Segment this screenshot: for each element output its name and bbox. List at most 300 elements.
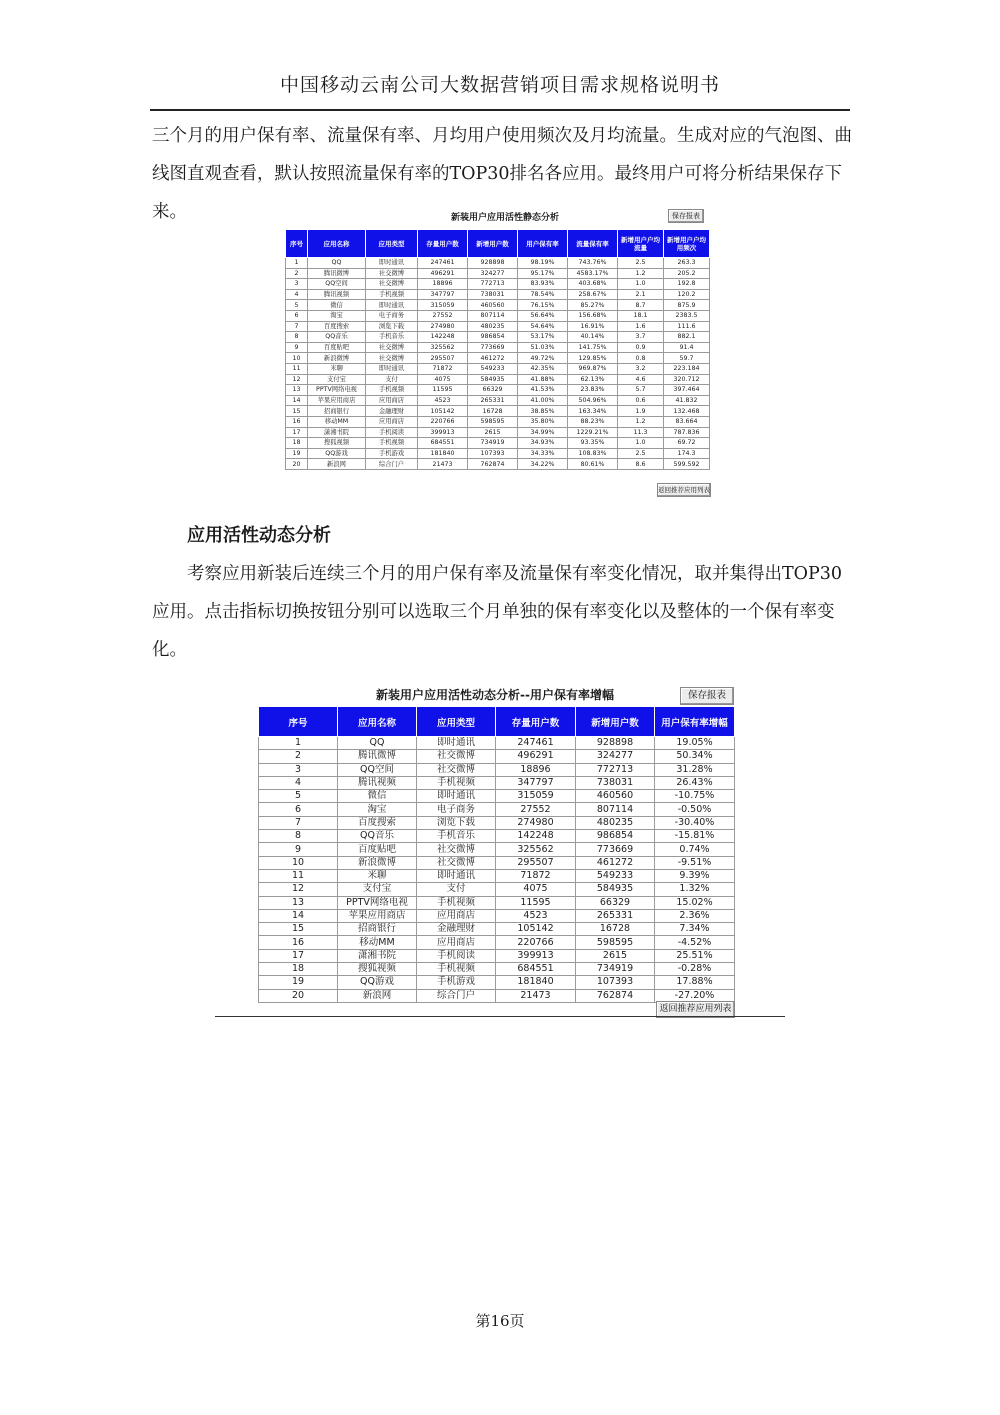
table-cell: 1	[259, 737, 338, 750]
table-cell: 66329	[576, 896, 655, 909]
back-to-recommend-list-button[interactable]: 返回推荐应用列表	[656, 1001, 735, 1018]
table-cell: 19	[259, 976, 338, 989]
table-cell: 142248	[496, 830, 576, 843]
back-to-recommend-list-button[interactable]: 返回推荐应用列表	[657, 483, 711, 497]
table-cell: 社交微博	[417, 750, 496, 763]
table-cell: 325562	[418, 342, 468, 353]
table-cell: 即时通讯	[366, 258, 418, 269]
table-cell: 11595	[418, 385, 468, 396]
table-cell: 新浪网	[308, 459, 366, 470]
table-cell: 549233	[576, 869, 655, 882]
table-cell: 205.2	[664, 268, 710, 279]
table-cell: 手机视频	[417, 896, 496, 909]
table-cell: 手机视频	[417, 963, 496, 976]
table-cell: 社交微博	[366, 268, 418, 279]
table-cell: 社交微博	[417, 763, 496, 776]
table-cell: 59.7	[664, 353, 710, 364]
column-header[interactable]: 应用名称	[308, 230, 366, 258]
table-cell: 88.23%	[568, 416, 618, 427]
table-cell: 192.8	[664, 279, 710, 290]
table-cell: 新浪微博	[308, 353, 366, 364]
table-cell: 2383.5	[664, 310, 710, 321]
column-header[interactable]: 新增用户户均用频次	[664, 230, 710, 258]
table-cell: 120.2	[664, 289, 710, 300]
table-cell: 社交微博	[366, 279, 418, 290]
table-cell: QQ空间	[308, 279, 366, 290]
table-cell: 772713	[468, 279, 518, 290]
table-cell: 174.3	[664, 448, 710, 459]
table-cell: 80.61%	[568, 459, 618, 470]
table-cell: 电子商务	[417, 803, 496, 816]
table-cell: 4075	[496, 883, 576, 896]
column-header[interactable]: 流量保有率	[568, 230, 618, 258]
table-cell: 18	[286, 438, 308, 449]
table-cell: 258.67%	[568, 289, 618, 300]
table-cell: 480235	[576, 816, 655, 829]
table-cell: 手机游戏	[417, 976, 496, 989]
table-cell: 347797	[496, 776, 576, 789]
table-cell: 263.3	[664, 258, 710, 269]
column-header[interactable]: 应用类型	[366, 230, 418, 258]
table-row	[259, 883, 735, 896]
column-header[interactable]: 存量用户数	[496, 707, 576, 737]
table-cell: 11595	[496, 896, 576, 909]
table-row	[259, 803, 735, 816]
table-cell: 181840	[418, 448, 468, 459]
table-cell: 27552	[496, 803, 576, 816]
table-cell: 7	[259, 816, 338, 829]
table-cell: 12	[259, 883, 338, 896]
table-row	[286, 310, 710, 321]
table-cell: 743.76%	[568, 258, 618, 269]
table-row	[259, 936, 735, 949]
save-report-button[interactable]: 保存报表	[668, 209, 704, 223]
table-cell: PPTV网络电视	[338, 896, 417, 909]
table-cell: 181840	[496, 976, 576, 989]
table-cell: 584935	[468, 374, 518, 385]
table-row	[259, 763, 735, 776]
table-cell: 66329	[468, 385, 518, 396]
table-cell: -30.40%	[655, 816, 735, 829]
table-row	[259, 737, 735, 750]
table-cell: 460560	[576, 790, 655, 803]
table-row	[259, 896, 735, 909]
table-cell: 6	[259, 803, 338, 816]
table-cell: 4	[259, 776, 338, 789]
column-header[interactable]: 用户保有率	[518, 230, 568, 258]
table-cell: 1.9	[618, 406, 664, 417]
table-cell: 969.87%	[568, 363, 618, 374]
table-row	[286, 427, 710, 438]
table-cell: 15	[286, 406, 308, 417]
table-cell: 41.53%	[518, 385, 568, 396]
table-cell: 71872	[496, 869, 576, 882]
table-row	[259, 976, 735, 989]
table-cell: 应用商店	[417, 909, 496, 922]
table-cell: 399913	[496, 949, 576, 962]
table-row	[259, 750, 735, 763]
table-cell: 2615	[576, 949, 655, 962]
table-cell: 15.02%	[655, 896, 735, 909]
table-cell: 金融理财	[417, 923, 496, 936]
table-cell: 新浪微博	[338, 856, 417, 869]
table-row	[259, 909, 735, 922]
table-cell: -4.52%	[655, 936, 735, 949]
table-cell: 移动MM	[338, 936, 417, 949]
table-cell: 325562	[496, 843, 576, 856]
table-cell: 手机游戏	[366, 448, 418, 459]
table-cell: 34.33%	[518, 448, 568, 459]
table-cell: 403.68%	[568, 279, 618, 290]
table-cell: 1.2	[618, 268, 664, 279]
table-cell: 684551	[418, 438, 468, 449]
table-cell: 0.74%	[655, 843, 735, 856]
table-cell: 16.91%	[568, 321, 618, 332]
table-cell: 295507	[496, 856, 576, 869]
table-cell: 274980	[496, 816, 576, 829]
column-header[interactable]: 存量用户数	[418, 230, 468, 258]
table-cell: 21473	[496, 989, 576, 1002]
table-cell: 潇湘书院	[338, 949, 417, 962]
table-cell: 应用商店	[366, 395, 418, 406]
table-cell: 163.34%	[568, 406, 618, 417]
table-cell: 0.9	[618, 342, 664, 353]
table-cell: 20	[286, 459, 308, 470]
table-cell: 手机阅读	[417, 949, 496, 962]
table-cell: 淘宝	[338, 803, 417, 816]
column-header[interactable]: 应用类型	[417, 707, 496, 737]
table-row	[286, 279, 710, 290]
table-cell: 招商银行	[308, 406, 366, 417]
table-cell: 13	[259, 896, 338, 909]
table-cell: 91.4	[664, 342, 710, 353]
table-cell: 20	[259, 989, 338, 1002]
table-row	[259, 949, 735, 962]
table-cell: 18896	[496, 763, 576, 776]
table-cell: 9	[286, 342, 308, 353]
column-header[interactable]: 新增用户数	[468, 230, 518, 258]
table-cell: 93.35%	[568, 438, 618, 449]
table-cell: QQ游戏	[338, 976, 417, 989]
table-cell: 即时通讯	[366, 300, 418, 311]
table-cell: 2.5	[618, 258, 664, 269]
table-cell: 684551	[496, 963, 576, 976]
table-row	[286, 416, 710, 427]
table-cell: 54.64%	[518, 321, 568, 332]
table-cell: 141.75%	[568, 342, 618, 353]
table-cell: 0.6	[618, 395, 664, 406]
table-header-row	[286, 230, 710, 258]
table-cell: 56.64%	[518, 310, 568, 321]
table-cell: 7	[286, 321, 308, 332]
table-cell: 18	[259, 963, 338, 976]
column-header[interactable]: 用户保有率增幅	[655, 707, 735, 737]
table-row	[286, 258, 710, 269]
table-cell: 324277	[576, 750, 655, 763]
table-cell: 504.96%	[568, 395, 618, 406]
table-cell: 3	[286, 279, 308, 290]
column-header[interactable]: 新增用户数	[576, 707, 655, 737]
table-cell: 搜狐视频	[338, 963, 417, 976]
table-row	[286, 374, 710, 385]
table-row	[259, 816, 735, 829]
table-cell: QQ音乐	[308, 332, 366, 343]
table-cell: 9.39%	[655, 869, 735, 882]
table-cell: 25.51%	[655, 949, 735, 962]
table-cell: 2615	[468, 427, 518, 438]
table-cell: 潇湘书院	[308, 427, 366, 438]
table-cell: 百度搜索	[338, 816, 417, 829]
table-cell: 12	[286, 374, 308, 385]
table-cell: 49.72%	[518, 353, 568, 364]
table-cell: 347797	[418, 289, 468, 300]
table-cell: 875.9	[664, 300, 710, 311]
table-row	[259, 843, 735, 856]
table-cell: 电子商务	[366, 310, 418, 321]
dynamic-analysis-table	[258, 706, 735, 1003]
table-cell: 11	[286, 363, 308, 374]
table-cell: 招商银行	[338, 923, 417, 936]
table-cell: 220766	[496, 936, 576, 949]
table-cell: 16	[286, 416, 308, 427]
table-cell: 772713	[576, 763, 655, 776]
table-cell: 4523	[496, 909, 576, 922]
table-cell: 11.3	[618, 427, 664, 438]
table-cell: 584935	[576, 883, 655, 896]
table-row	[259, 830, 735, 843]
table-cell: 17	[259, 949, 338, 962]
table-cell: 8	[259, 830, 338, 843]
table-cell: 787.836	[664, 427, 710, 438]
table-cell: PPTV网络电视	[308, 385, 366, 396]
table-cell: 98.19%	[518, 258, 568, 269]
table-cell: QQ	[308, 258, 366, 269]
table-header-row	[259, 707, 735, 737]
table-cell: 百度搜索	[308, 321, 366, 332]
table-cell: 即时通讯	[417, 737, 496, 750]
table-cell: 3.7	[618, 332, 664, 343]
table-cell: 苹果应用商店	[308, 395, 366, 406]
table-cell: 320.712	[664, 374, 710, 385]
table-cell: 105142	[496, 923, 576, 936]
table-cell: 598595	[468, 416, 518, 427]
table-cell: 315059	[496, 790, 576, 803]
table-row	[259, 856, 735, 869]
table-cell: 220766	[418, 416, 468, 427]
table-cell: 461272	[576, 856, 655, 869]
table-cell: 42.35%	[518, 363, 568, 374]
table-cell: 78.54%	[518, 289, 568, 300]
dynamic-table-title: 新装用户应用活性动态分析--用户保有率增幅	[376, 688, 614, 702]
table-cell: 734919	[576, 963, 655, 976]
table-cell: QQ音乐	[338, 830, 417, 843]
table-cell: 23.83%	[568, 385, 618, 396]
table-cell: 支付宝	[338, 883, 417, 896]
table-cell: 807114	[576, 803, 655, 816]
table-cell: -27.20%	[655, 989, 735, 1002]
table-cell: 41.832	[664, 395, 710, 406]
table-cell: 4583.17%	[568, 268, 618, 279]
table-cell: 132.468	[664, 406, 710, 417]
table-cell: 14	[259, 909, 338, 922]
table-cell: 8	[286, 332, 308, 343]
table-cell: 米聊	[308, 363, 366, 374]
table-cell: 461272	[468, 353, 518, 364]
table-cell: QQ	[338, 737, 417, 750]
table-cell: 762874	[576, 989, 655, 1002]
table-cell: 397.464	[664, 385, 710, 396]
table-cell: 社交微博	[366, 342, 418, 353]
table-cell: 247461	[418, 258, 468, 269]
table-cell: 9	[259, 843, 338, 856]
table-cell: 549233	[468, 363, 518, 374]
table-cell: 598595	[576, 936, 655, 949]
paragraph-static-analysis: 三个月的用户保有率、流量保有率、月均用户使用频次及月均流量。生成对应的气泡图、曲线图直观查看，默认按照流量保有率的TOP30排名各应用。最终用户可将分析结果保存下来。	[152, 126, 852, 222]
table-cell: 4.6	[618, 374, 664, 385]
table-cell: 76.15%	[518, 300, 568, 311]
table-cell: 5	[286, 300, 308, 311]
table-cell: 浏览下载	[417, 816, 496, 829]
table-cell: 1.0	[618, 438, 664, 449]
table-cell: 移动MM	[308, 416, 366, 427]
table-cell: 41.88%	[518, 374, 568, 385]
table-cell: 10	[286, 353, 308, 364]
table-cell: 83.664	[664, 416, 710, 427]
table-cell: 53.17%	[518, 332, 568, 343]
paragraph-dynamic-analysis: 考察应用新装后连续三个月的用户保有率及流量保有率变化情况，取并集得出TOP30应用。点击指标切换按钮分别可以选取三个月单独的保有率变化以及整体的一个保有率变化。	[152, 564, 843, 660]
table-cell: 4075	[418, 374, 468, 385]
table-cell: 35.80%	[518, 416, 568, 427]
table-cell: 274980	[418, 321, 468, 332]
table-cell: 50.34%	[655, 750, 735, 763]
table-cell: 69.72	[664, 438, 710, 449]
table-cell: 496291	[496, 750, 576, 763]
table-cell: 1.2	[618, 416, 664, 427]
table-row	[286, 268, 710, 279]
table-cell: 应用商店	[366, 416, 418, 427]
table-cell: 15	[259, 923, 338, 936]
table-cell: 71872	[418, 363, 468, 374]
static-analysis-screenshot	[285, 205, 715, 500]
table-cell: 17	[286, 427, 308, 438]
table-cell: 324277	[468, 268, 518, 279]
table-cell: 19.05%	[655, 737, 735, 750]
table-cell: 38.85%	[518, 406, 568, 417]
table-cell: 2	[259, 750, 338, 763]
table-cell: 4	[286, 289, 308, 300]
table-cell: 2.1	[618, 289, 664, 300]
table-cell: 即时通讯	[417, 869, 496, 882]
column-header[interactable]: 应用名称	[338, 707, 417, 737]
table-cell: 105142	[418, 406, 468, 417]
save-report-button[interactable]: 保存报表	[680, 687, 734, 705]
column-header[interactable]: 新增用户户均流量	[618, 230, 664, 258]
table-row	[259, 963, 735, 976]
table-cell: 496291	[418, 268, 468, 279]
table-cell: 浏览下载	[366, 321, 418, 332]
table-cell: 807114	[468, 310, 518, 321]
table-row	[286, 321, 710, 332]
table-cell: 107393	[468, 448, 518, 459]
table-cell: 10	[259, 856, 338, 869]
table-cell: 247461	[496, 737, 576, 750]
table-cell: 支付宝	[308, 374, 366, 385]
table-cell: 986854	[576, 830, 655, 843]
table-cell: 淘宝	[308, 310, 366, 321]
table-cell: QQ游戏	[308, 448, 366, 459]
table-cell: 14	[286, 395, 308, 406]
table-row	[259, 923, 735, 936]
table-cell: 手机视频	[417, 776, 496, 789]
table-cell: 2.36%	[655, 909, 735, 922]
table-cell: 599.592	[664, 459, 710, 470]
header-rule	[150, 109, 850, 111]
table-cell: 265331	[576, 909, 655, 922]
static-analysis-table	[285, 229, 710, 470]
table-cell: 手机视频	[366, 438, 418, 449]
table-cell: 13	[286, 385, 308, 396]
table-row	[286, 353, 710, 364]
table-row	[259, 790, 735, 803]
table-row	[286, 395, 710, 406]
table-cell: 即时通讯	[366, 363, 418, 374]
table-cell: 142248	[418, 332, 468, 343]
table-row	[259, 869, 735, 882]
column-header[interactable]: 序号	[259, 707, 338, 737]
table-cell: 1.0	[618, 279, 664, 290]
table-cell: -0.50%	[655, 803, 735, 816]
table-cell: 986854	[468, 332, 518, 343]
table-cell: 295507	[418, 353, 468, 364]
table-cell: -15.81%	[655, 830, 735, 843]
table-cell: 460560	[468, 300, 518, 311]
table-cell: 95.17%	[518, 268, 568, 279]
table-cell: 即时通讯	[417, 790, 496, 803]
table-cell: 支付	[366, 374, 418, 385]
column-header[interactable]: 序号	[286, 230, 308, 258]
table-cell: 手机阅读	[366, 427, 418, 438]
table-cell: 19	[286, 448, 308, 459]
table-row	[286, 289, 710, 300]
table-cell: 27552	[418, 310, 468, 321]
table-cell: 5.7	[618, 385, 664, 396]
table-cell: 微信	[338, 790, 417, 803]
table-cell: 738031	[576, 776, 655, 789]
table-cell: 3	[259, 763, 338, 776]
table-cell: 1.6	[618, 321, 664, 332]
table-cell: -9.51%	[655, 856, 735, 869]
table-cell: 16728	[468, 406, 518, 417]
table-cell: 34.99%	[518, 427, 568, 438]
table-row	[259, 776, 735, 789]
table-cell: 3.2	[618, 363, 664, 374]
table-cell: 1229.21%	[568, 427, 618, 438]
table-cell: 搜狐视频	[308, 438, 366, 449]
table-cell: 108.83%	[568, 448, 618, 459]
table-cell: 1.32%	[655, 883, 735, 896]
table-cell: 应用商店	[417, 936, 496, 949]
table-cell: 773669	[576, 843, 655, 856]
document-header-title: 中国移动云南公司大数据营销项目需求规格说明书	[279, 74, 720, 96]
table-cell: 苹果应用商店	[338, 909, 417, 922]
table-cell: 882.1	[664, 332, 710, 343]
table-cell: 6	[286, 310, 308, 321]
table-cell: 107393	[576, 976, 655, 989]
table-cell: 微信	[308, 300, 366, 311]
table-cell: 社交微博	[417, 843, 496, 856]
table-cell: 支付	[417, 883, 496, 896]
table-cell: 综合门户	[417, 989, 496, 1002]
